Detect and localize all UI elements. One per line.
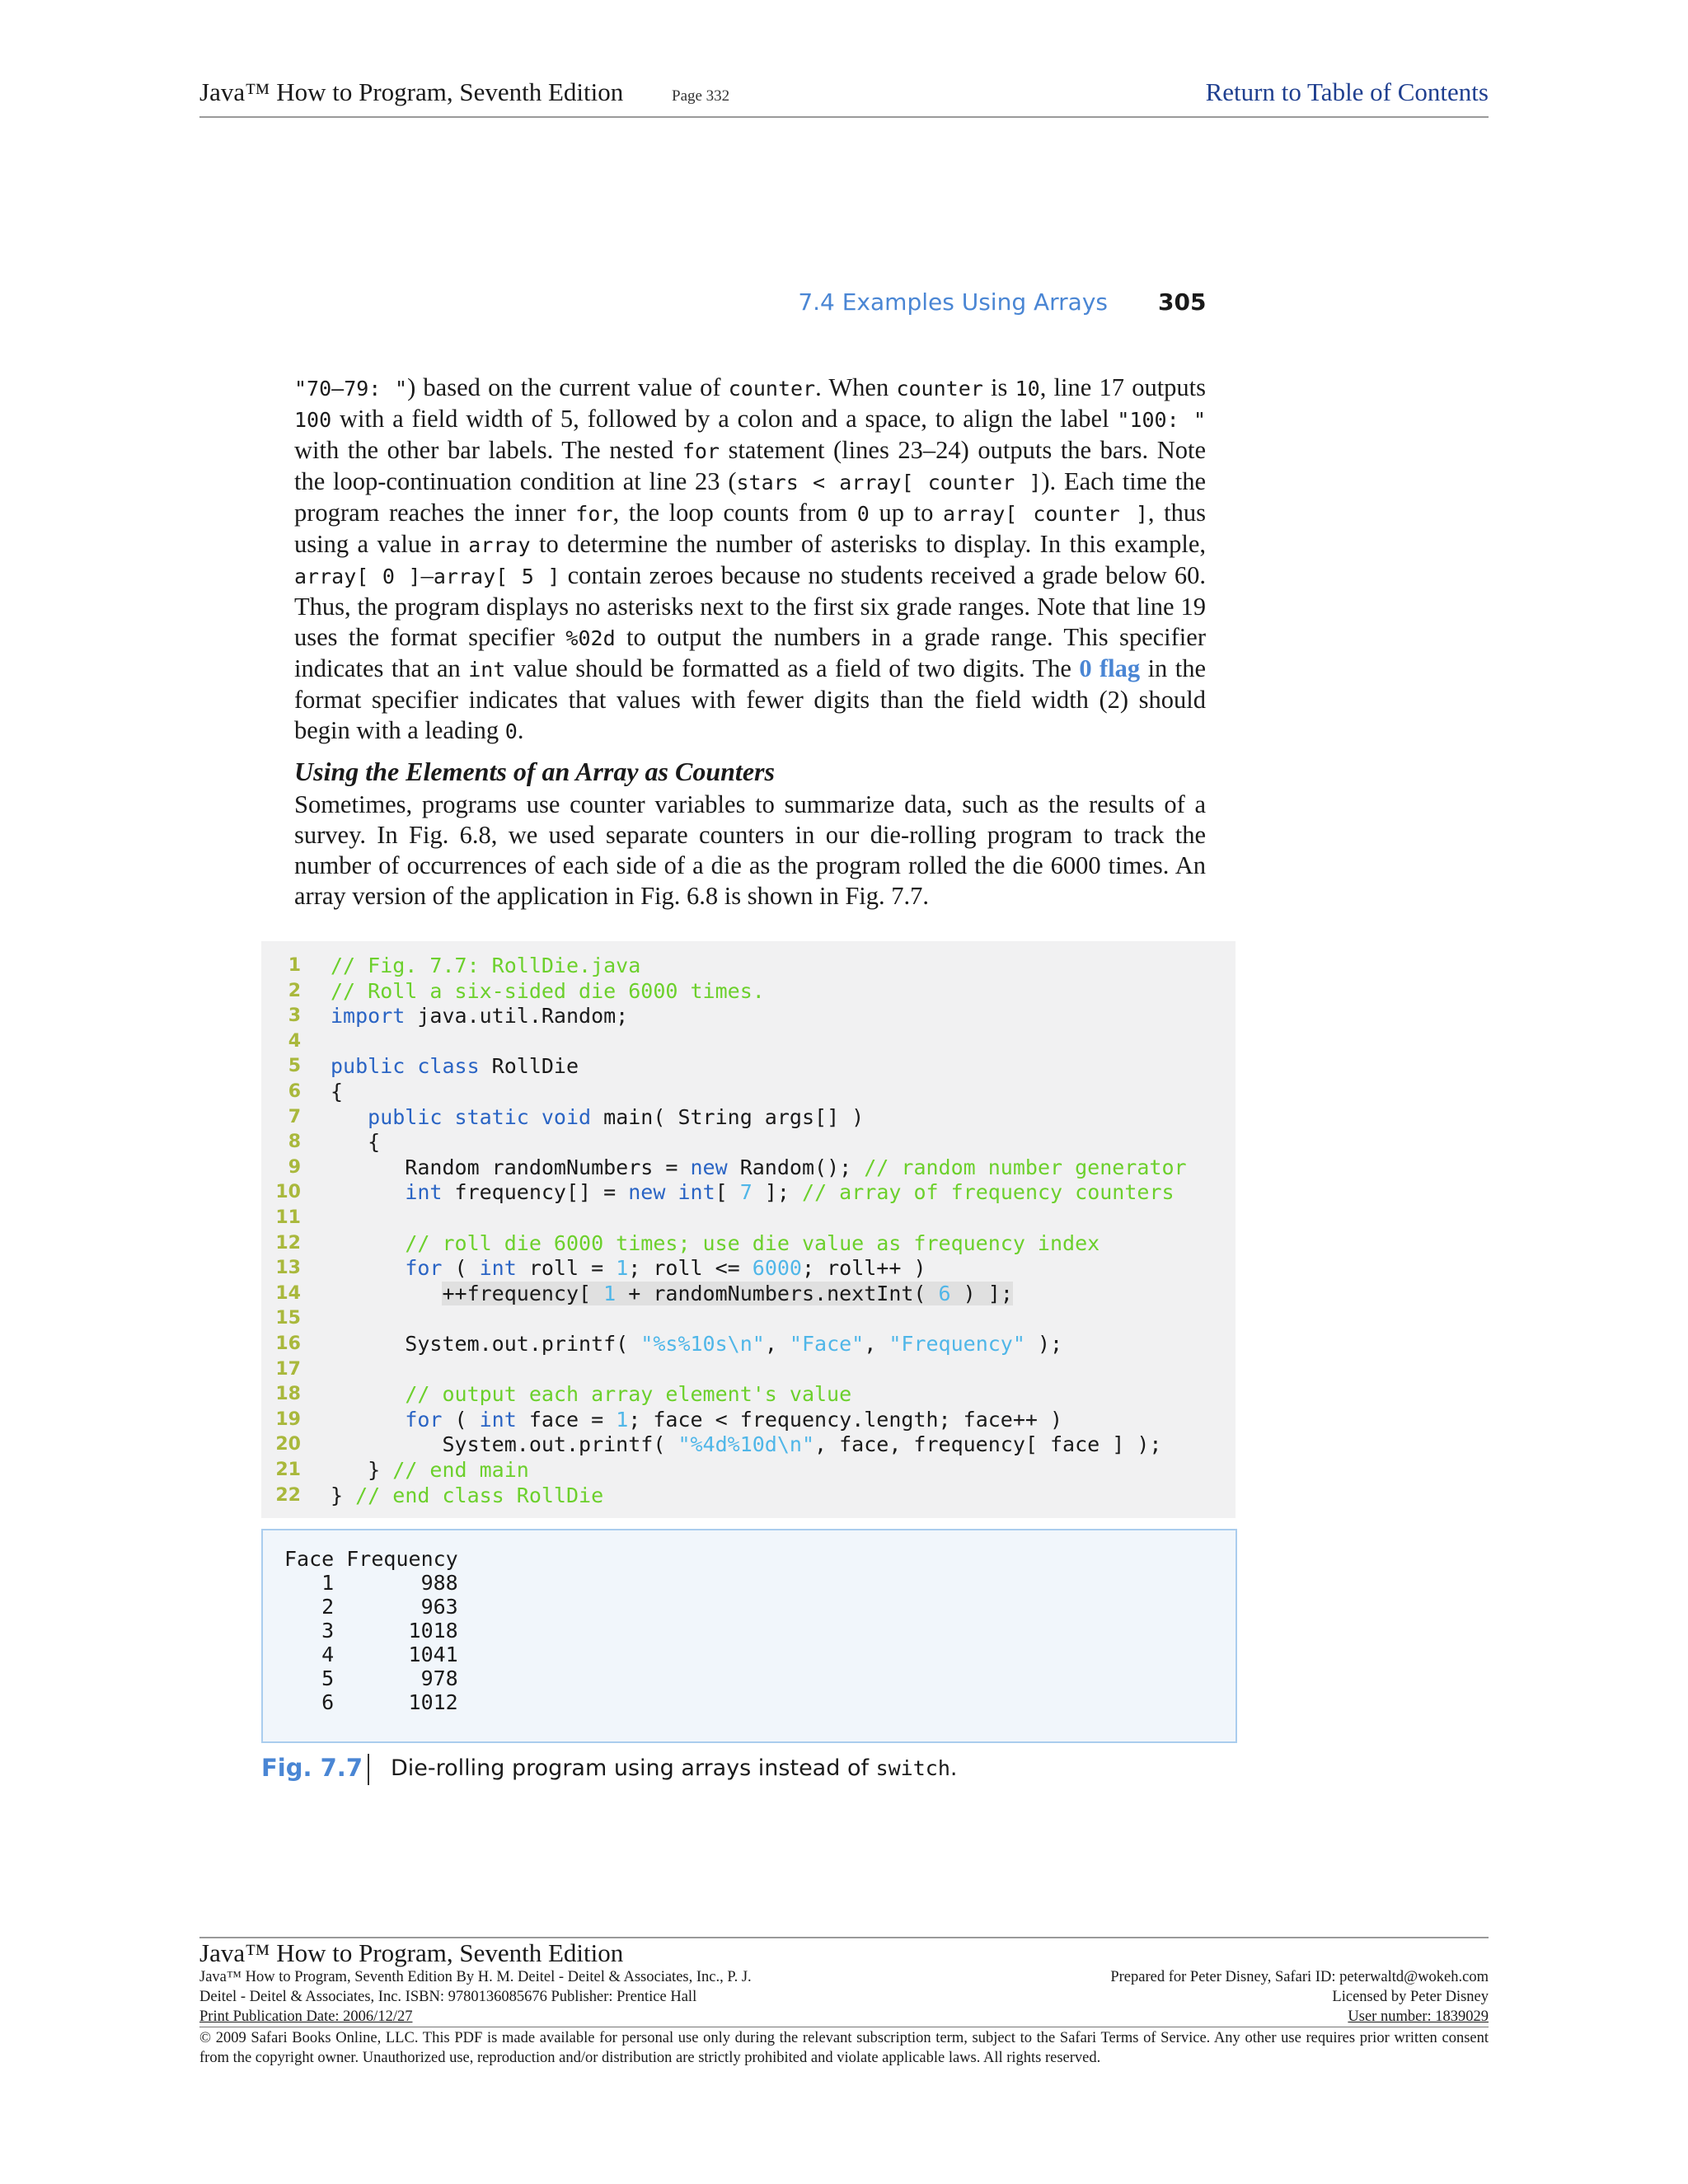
code-line — [261, 1230, 1236, 1256]
footer-right-line: Prepared for Peter Disney, Safari ID: peterwaltd@wokeh.com — [1110, 1969, 1489, 1985]
footer-license-info — [1110, 1967, 1489, 2027]
code-token: 1 — [603, 1281, 617, 1305]
code-token: int — [479, 1256, 517, 1281]
text-run: – — [420, 561, 434, 589]
code-line — [261, 1053, 1236, 1079]
code-line — [261, 1179, 1236, 1205]
line-number: 12 — [275, 1232, 301, 1254]
code-token: int — [405, 1180, 443, 1205]
text-run: with the other bar labels. The nested — [294, 436, 682, 464]
inline-code: "70–79: " — [294, 377, 408, 401]
code-token: Random(); — [727, 1155, 865, 1179]
inline-code: %02d — [565, 626, 616, 650]
text-run: , line 17 outputs — [1039, 373, 1207, 401]
code-token — [331, 1282, 442, 1305]
body-paragraph-1 — [294, 373, 1206, 747]
code-line — [261, 953, 1236, 978]
figure-caption — [391, 1755, 957, 1781]
code-token: // end class RollDie — [355, 1483, 604, 1507]
key-term: 0 flag — [1079, 654, 1141, 682]
code-token — [331, 1382, 405, 1406]
text-run: . When — [815, 373, 897, 401]
code-token: [ — [715, 1180, 740, 1205]
header-book-title: Java™ How to Program, Seventh Edition — [199, 77, 624, 106]
code-token: // random number generator — [864, 1155, 1187, 1179]
code-token: 7 — [739, 1180, 753, 1205]
code-token: 6 — [938, 1281, 951, 1305]
text-run: to determine the number of asterisks to display. In this example, — [530, 530, 1206, 558]
footer-left-line: Deitel - Deitel & Associates, Inc. ISBN: 9780136085676 Publisher: Prentice Hall — [199, 1989, 697, 2005]
code-token: 1 — [616, 1256, 629, 1281]
code-line — [261, 1357, 1236, 1382]
code-line — [261, 1381, 1236, 1407]
line-number: 21 — [275, 1460, 301, 1480]
code-line — [261, 1205, 1236, 1230]
line-number: 18 — [275, 1384, 301, 1405]
line-number: 19 — [275, 1408, 301, 1430]
code-line — [261, 1029, 1236, 1054]
code-listing — [261, 941, 1236, 1518]
line-number: 4 — [288, 1030, 301, 1052]
inline-code: counter — [896, 377, 983, 401]
code-text — [331, 1104, 864, 1130]
code-line — [261, 1457, 1236, 1483]
text-run: ). Each time the program reaches the inner — [294, 467, 1206, 527]
code-token: frequency[] = — [442, 1180, 629, 1205]
code-token: new — [628, 1180, 666, 1205]
code-text — [331, 1129, 380, 1155]
caption-separator — [368, 1754, 369, 1785]
line-number: 10 — [275, 1182, 301, 1203]
line-number: 9 — [288, 1156, 301, 1178]
code-token: int — [479, 1407, 517, 1432]
code-token: 1 — [616, 1407, 629, 1432]
code-token: public static void — [368, 1104, 592, 1129]
section-title: 7.4 Examples Using Arrays — [798, 288, 1108, 316]
code-token: ++frequency[ — [442, 1281, 604, 1305]
inline-code: 100 — [294, 408, 332, 432]
header-divider — [199, 116, 1489, 118]
line-number: 7 — [288, 1106, 301, 1127]
code-token: , — [864, 1332, 889, 1356]
code-token: ( — [442, 1256, 480, 1281]
inline-code: 10 — [1015, 377, 1040, 401]
code-line — [261, 1331, 1236, 1357]
footer-right-line: User number: 1839029 — [1348, 2008, 1489, 2025]
code-token: new — [690, 1155, 728, 1179]
footer-copyright: © 2009 Safari Books Online, LLC. This PDF is made available for personal use only during the relevant subscription term, subject to the Safari Terms of Service. Any other use requires prior written consent from the copyright owner. Unauthorized use, reproduction and/or distribution are strictly prohibited and violate applicable laws. All rights reserved. — [199, 2030, 1489, 2066]
code-token — [331, 1231, 405, 1255]
text-run: , thus using a value in — [294, 499, 1206, 558]
line-number: 3 — [288, 1005, 301, 1027]
line-number: 16 — [275, 1333, 301, 1354]
code-token: } — [331, 1458, 393, 1482]
inline-code: for — [575, 502, 613, 526]
code-token — [331, 1180, 405, 1204]
footer-left-line: Java™ How to Program, Seventh Edition By H. M. Deitel - Deitel & Associates, Inc., P. J. — [199, 1969, 752, 1985]
code-token: // Fig. 7.7: RollDie.java — [331, 954, 641, 977]
code-line — [261, 1104, 1236, 1130]
code-token: ); — [1025, 1332, 1063, 1356]
line-number: 2 — [288, 980, 301, 1001]
output-line: 3 1018 — [284, 1619, 458, 1643]
output-line: 2 963 — [284, 1595, 458, 1619]
inline-code: for — [682, 439, 720, 463]
code-token: // Roll a six-sided die 6000 times. — [331, 978, 765, 1003]
output-line: 5 978 — [284, 1666, 458, 1690]
text-run: value should be formatted as a field of two digits. The — [505, 654, 1080, 682]
code-token: 6000 — [752, 1256, 802, 1281]
footer-left-line: Print Publication Date: 2006/12/27 — [199, 2008, 413, 2025]
code-line — [261, 1281, 1236, 1306]
text-run: ) based on the current value of — [407, 373, 729, 401]
code-token: , — [764, 1332, 790, 1356]
code-line — [261, 1155, 1236, 1180]
line-number: 5 — [288, 1056, 301, 1077]
code-text — [331, 1230, 1100, 1256]
code-line — [261, 1255, 1236, 1281]
code-token: "%4d%10d\n" — [678, 1432, 815, 1457]
code-token: System.out.printf( — [331, 1332, 641, 1356]
text-run: to output the numbers in a grade range. This specifier indicates that an — [294, 623, 1206, 682]
line-number: 17 — [275, 1358, 301, 1380]
code-token: "Face" — [789, 1332, 865, 1356]
line-number: 22 — [275, 1484, 301, 1506]
text-run: up to — [869, 499, 943, 527]
code-text — [331, 1053, 579, 1079]
code-token: } — [331, 1483, 356, 1507]
code-text — [331, 978, 765, 1004]
code-token: { — [331, 1080, 344, 1104]
code-token: ; roll++ ) — [802, 1256, 926, 1281]
code-token: Random randomNumbers = — [331, 1155, 691, 1179]
inline-code: int — [468, 658, 506, 682]
body-paragraph-2: Sometimes, programs use counter variables to summarize data, such as the results of a survey. In Fig. 6.8, we used separate counters in our die-rolling program to track the number of occurrences of each side of a die as the program rolled the die 6000 times. An array version of the application in Fig. 6.8 is shown in Fig. 7.7. — [294, 790, 1206, 910]
code-text — [331, 1155, 1187, 1180]
inline-code: stars < array[ counter ] — [736, 471, 1042, 494]
output-line: 6 1012 — [284, 1690, 458, 1714]
code-line — [261, 1079, 1236, 1104]
return-to-toc-link[interactable]: Return to Table of Contents — [1205, 77, 1489, 106]
code-text — [331, 1407, 1062, 1432]
code-token: ; roll <= — [628, 1256, 753, 1281]
code-token: ) ]; — [950, 1281, 1013, 1305]
caption-code: switch — [875, 1756, 950, 1780]
text-run: . — [517, 716, 524, 744]
line-number: 6 — [288, 1081, 301, 1102]
text-run: is — [982, 373, 1015, 401]
inline-code: array[ 5 ] — [433, 565, 560, 588]
line-number: 11 — [275, 1207, 301, 1228]
code-line — [261, 1407, 1236, 1432]
code-token: int — [678, 1180, 715, 1205]
output-line: 1 988 — [284, 1571, 458, 1595]
inline-code: 0 — [504, 719, 518, 743]
line-number: 13 — [275, 1258, 301, 1279]
text-run: statement (lines 23–24) outputs the bars. Note the loop-continuation condition at line 23 ( — [294, 436, 1206, 495]
line-number: 14 — [275, 1282, 301, 1304]
inline-code: array[ 0 ] — [294, 565, 421, 588]
code-token: main( String args[] ) — [591, 1104, 865, 1129]
code-token — [665, 1180, 678, 1204]
code-text — [331, 1003, 628, 1029]
code-token: // roll die 6000 times; use die value as frequency index — [405, 1230, 1100, 1255]
code-token: for — [405, 1256, 443, 1281]
code-line — [261, 978, 1236, 1004]
code-token — [331, 1105, 368, 1129]
line-number: 20 — [275, 1434, 301, 1455]
code-text — [331, 1483, 603, 1508]
header-page-label: Page 332 — [672, 87, 730, 105]
output-line: Face Frequency — [284, 1547, 458, 1571]
program-output — [261, 1529, 1237, 1743]
line-number: 15 — [275, 1308, 301, 1329]
line-number: 1 — [288, 955, 301, 976]
code-token: face = — [516, 1407, 617, 1432]
code-line — [261, 1483, 1236, 1508]
footer-book-title: Java™ How to Program, Seventh Edition — [199, 1938, 624, 1967]
output-line: 4 1041 — [284, 1643, 458, 1666]
code-token: + randomNumbers.nextInt( — [616, 1281, 939, 1305]
code-token: ; face < frequency.length; face++ ) — [628, 1407, 1063, 1432]
code-token: for — [405, 1407, 443, 1432]
caption-text: Die-rolling program using arrays instead of — [391, 1755, 876, 1781]
inline-code: counter — [728, 377, 816, 401]
code-token: ]; — [752, 1180, 803, 1205]
code-token: { — [331, 1130, 381, 1155]
text-run: in the format specifier indicates that values with fewer digits than the field width (2) should begin with a leading — [294, 654, 1206, 744]
line-number: 8 — [288, 1132, 301, 1153]
code-token: "Frequency" — [889, 1332, 1025, 1356]
code-text — [331, 1179, 1175, 1205]
code-token: RollDie — [479, 1054, 579, 1079]
code-token: "%s%10s\n" — [640, 1332, 765, 1356]
inline-code: array[ counter ] — [943, 502, 1148, 526]
inline-code: 0 — [856, 502, 870, 526]
code-text — [331, 1432, 1161, 1457]
code-token: ( — [442, 1407, 480, 1432]
code-text — [331, 953, 640, 978]
footer-publication-info — [199, 1967, 752, 2027]
code-token: System.out.printf( — [331, 1432, 678, 1457]
code-token — [331, 1256, 405, 1280]
code-text — [331, 1457, 529, 1483]
subsection-heading: Using the Elements of an Array as Counters — [294, 757, 775, 786]
code-token: public class — [331, 1054, 480, 1079]
code-line — [261, 1305, 1236, 1331]
code-token: roll = — [516, 1256, 617, 1281]
code-token: java.util.Random; — [405, 1004, 629, 1029]
code-token: // output each array element's value — [405, 1382, 852, 1407]
text-run: with a field width of 5, followed by a colon and a space, to align the label — [331, 405, 1118, 433]
caption-end: . — [950, 1755, 958, 1781]
code-text — [331, 1331, 1062, 1357]
code-token — [331, 1408, 405, 1432]
code-line — [261, 1003, 1236, 1029]
code-line — [261, 1432, 1236, 1457]
text-run: , the loop counts from — [612, 499, 857, 527]
code-text — [331, 1255, 926, 1281]
section-page-number: 305 — [1158, 288, 1207, 316]
code-text — [331, 1079, 343, 1104]
code-token: import — [331, 1004, 406, 1029]
figure-label: Fig. 7.7 — [261, 1754, 363, 1782]
inline-code: array — [468, 533, 531, 557]
code-line — [261, 1129, 1236, 1155]
code-text — [331, 1381, 851, 1407]
footer-right-line: Licensed by Peter Disney — [1332, 1989, 1489, 2005]
code-token: // end main — [392, 1458, 529, 1482]
code-text — [331, 1281, 1013, 1306]
text-run: contain zeroes because no students received a grade below 60. Thus, the program displays no asterisks next to the first six grade ranges. Note that line 19 uses the format specifier — [294, 561, 1207, 651]
inline-code: "100: " — [1117, 408, 1206, 432]
code-token: // array of frequency counters — [802, 1180, 1175, 1205]
code-token: , face, frequency[ face ] ); — [814, 1432, 1162, 1457]
